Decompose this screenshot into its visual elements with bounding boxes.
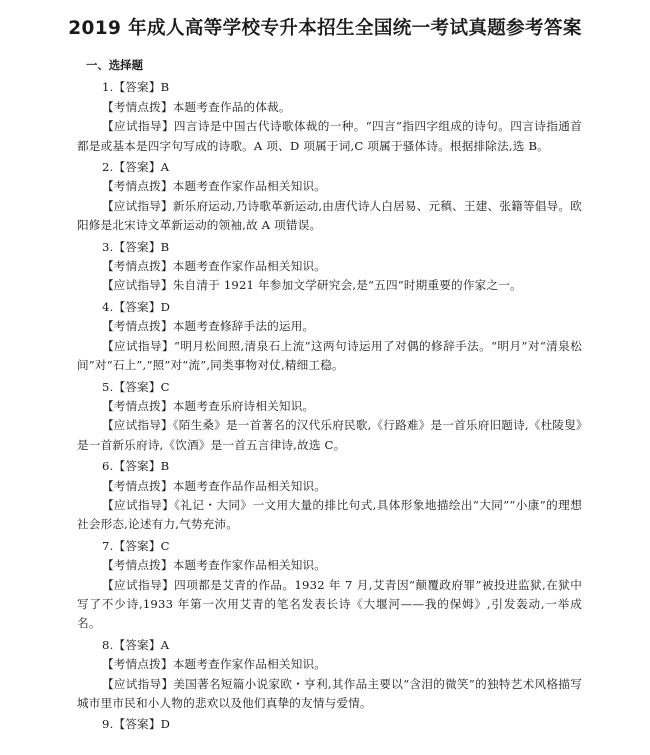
question-5 bbox=[77, 378, 582, 456]
answer-line: 7.【答案】C bbox=[102, 538, 170, 553]
guide-paragraph: 【应试指导】美国著名短篇小说家欧・亨利,其作品主要以“含泪的微笑”的独特艺术风格描写城市里市民和小人物的悲欢以及他们真挚的友情与爱情。 bbox=[77, 676, 582, 710]
points-paragraph: 【考情点拨】本题考查作品作品相关知识。 bbox=[102, 478, 327, 493]
answer-line: 4.【答案】D bbox=[102, 299, 171, 314]
question-6 bbox=[77, 457, 582, 535]
answer-line: 6.【答案】B bbox=[102, 459, 170, 474]
points-paragraph: 【考情点拨】本题考查作家作品相关知识。 bbox=[102, 179, 327, 194]
answer-content bbox=[77, 56, 582, 735]
points-paragraph: 【考情点拨】本题考查修辞手法的运用。 bbox=[102, 319, 315, 334]
answer-line: 2.【答案】A bbox=[102, 160, 170, 175]
section-heading: 一、选择题 bbox=[86, 58, 143, 72]
guide-paragraph: 【应试指导】“明月松间照,清泉石上流”这两句诗运用了对偶的修辞手法。“明月”对“清泉松间”对“石上”,“照”对“流”,同类事物对仗,精细工稳。 bbox=[77, 338, 582, 373]
page-title: 2019 年成人高等学校专升本招生全国统一考试真题参考答案 bbox=[68, 18, 582, 39]
guide-paragraph: 【应试指导】《陌生桑》是一首著名的汉代乐府民歌,《行路难》是一首乐府旧题诗,《杜陵叟》是一首新乐府诗,《饮酒》是一首五言律诗,故选 C。 bbox=[77, 418, 582, 452]
question-9 bbox=[77, 715, 582, 734]
question-2 bbox=[77, 158, 582, 236]
guide-paragraph: 【应试指导】四言诗是中国古代诗歌体裁的一种。“四言”指四字组成的诗句。四言诗指通首都是或基本是四字句写成的诗歌。A 项、D 项属于词,C 项属于骚体诗。根据排除法,选 B。 bbox=[77, 119, 582, 153]
answer-line: 5.【答案】C bbox=[102, 379, 170, 394]
answer-line: 3.【答案】B bbox=[102, 239, 170, 254]
guide-paragraph: 【应试指导】《礼记・大同》一文用大量的排比句式,具体形象地描绘出“大同”“小康”的理想社会形态,论述有力,气势充沛。 bbox=[77, 497, 582, 532]
answer-line: 1.【答案】B bbox=[102, 80, 170, 95]
question-8 bbox=[77, 636, 582, 714]
points-paragraph: 【考情点拨】本题考查作家作品相关知识。 bbox=[102, 558, 327, 573]
answer-line: 9.【答案】D bbox=[102, 717, 171, 732]
question-3 bbox=[77, 238, 582, 296]
answer-line: 8.【答案】A bbox=[102, 637, 170, 652]
points-paragraph: 【考情点拨】本题考查乐府诗相关知识。 bbox=[102, 398, 315, 413]
points-paragraph: 【考情点拨】本题考查作家作品相关知识。 bbox=[102, 259, 327, 274]
question-7 bbox=[77, 537, 582, 634]
points-paragraph: 【考情点拨】本题考查作家作品相关知识。 bbox=[102, 657, 327, 672]
guide-paragraph: 【应试指导】新乐府运动,乃诗歌革新运动,由唐代诗人白居易、元稹、王建、张籍等倡导。欧阳修是北宋诗文革新运动的领袖,故 A 项错误。 bbox=[77, 198, 582, 233]
guide-paragraph: 【应试指导】四项都是艾青的作品。1932 年 7 月,艾青因“颠覆政府罪”被投进监狱,在狱中写了不少诗,1933 年第一次用艾青的笔名发表长诗《大堰河——我的保姆》,引发轰动,一举成名。 bbox=[77, 577, 582, 631]
question-1 bbox=[77, 78, 582, 156]
points-paragraph: 【考情点拨】本题考查作品的体裁。 bbox=[102, 99, 291, 114]
guide-paragraph: 【应试指导】朱自清于 1921 年参加文学研究会,是“五四”时期重要的作家之一。 bbox=[102, 278, 522, 293]
question-4 bbox=[77, 298, 582, 376]
